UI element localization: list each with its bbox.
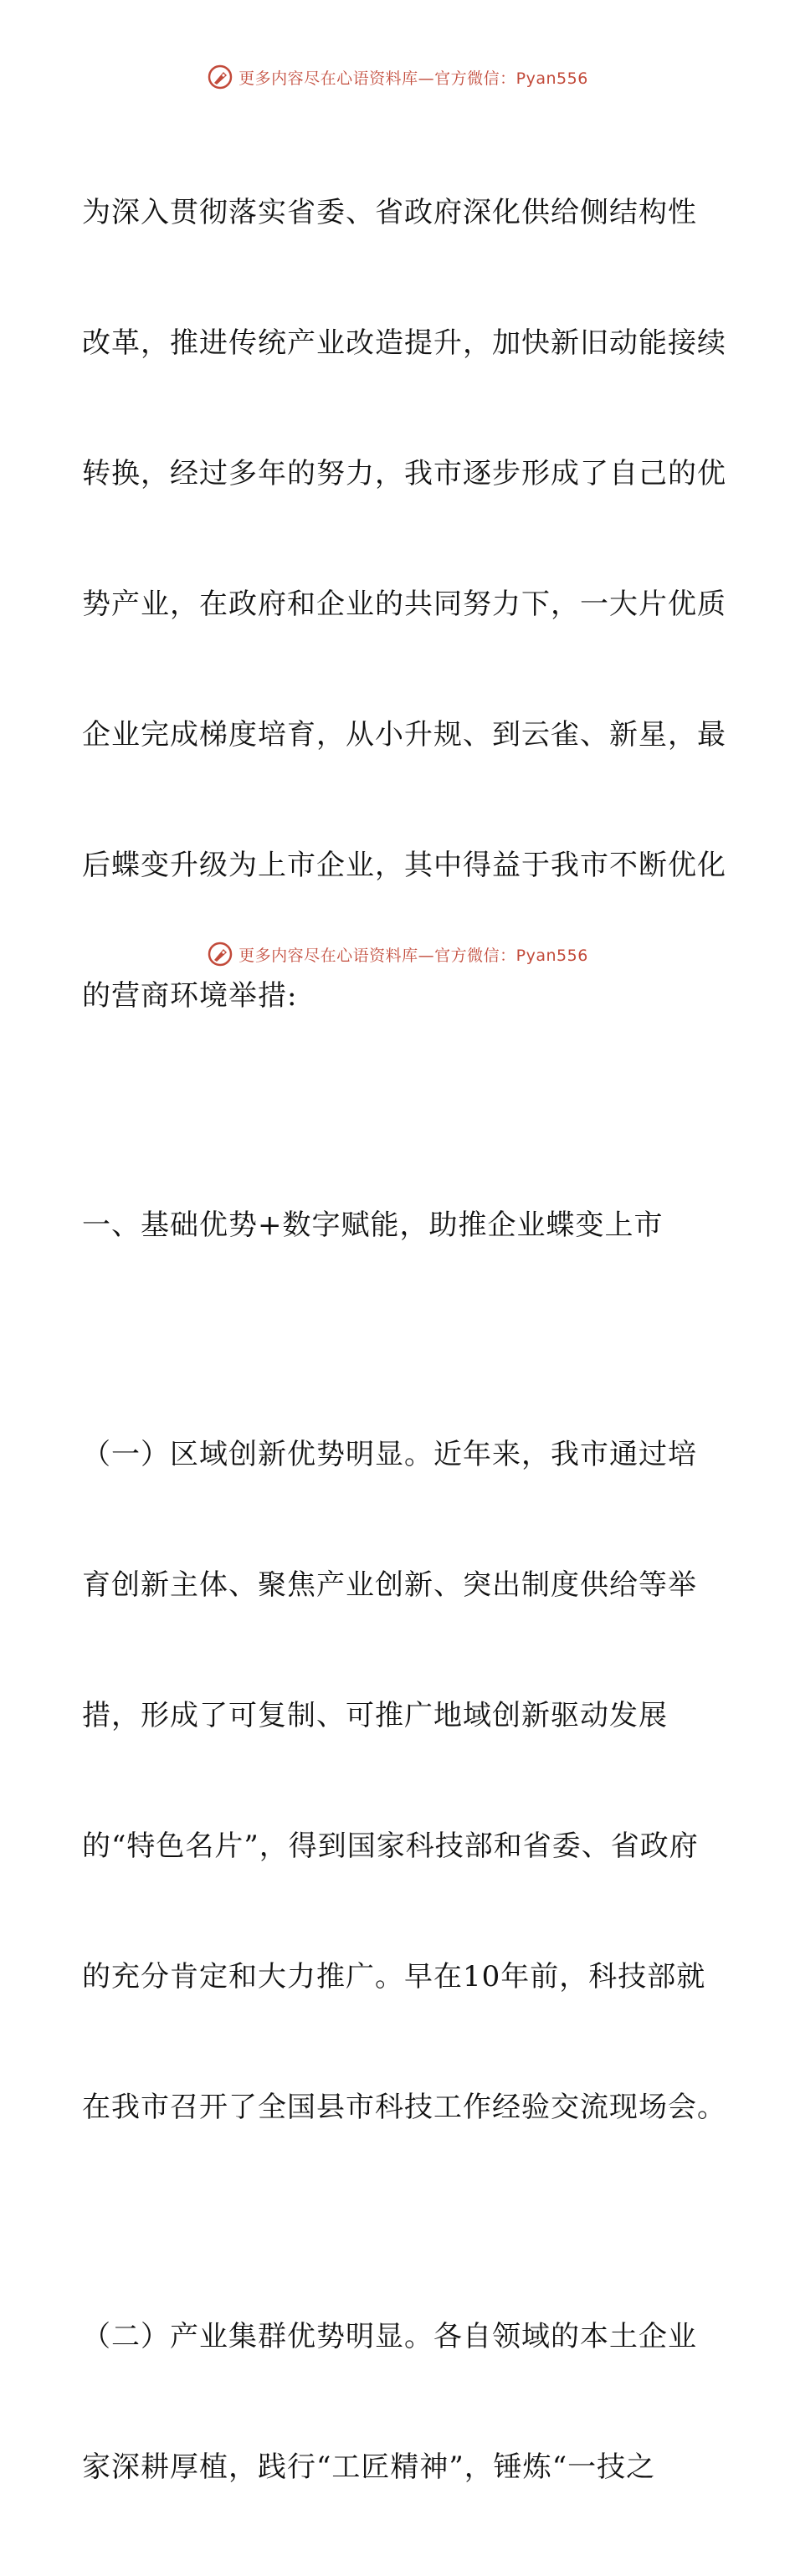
section-heading [82, 1116, 718, 1334]
text-line: 企业完成梯度培育，从小升规、到云雀、新星，最 [82, 718, 726, 752]
text-line: 的营商环境举措: [82, 979, 298, 1013]
document-body [82, 104, 726, 2576]
subsection-2-paragraph [82, 2228, 718, 2576]
text-line: 改革，推进传统产业改造提升，加快新旧动能接续 [82, 326, 726, 360]
text-line: 措，形成了可复制、可推广地域创新驱动发展 [82, 1699, 668, 1732]
text-line: （二）产业集群优势明显。各自领域的本土企业 [82, 2320, 697, 2353]
pen-nib-icon [207, 64, 233, 90]
header-banner-text: 更多内容尽在心语资料库—官方微信：Pyan556 [238, 69, 588, 88]
header-banner [0, 60, 795, 94]
footer-banner-text: 更多内容尽在心语资料库—官方微信：Pyan556 [238, 946, 588, 965]
text-line: 家深耕厚植，践行“工匠精神”，锤炼“一技之 [82, 2450, 656, 2484]
text-line: 为深入贯彻落实省委、省政府深化供给侧结构性 [82, 196, 697, 229]
footer-banner [0, 937, 795, 971]
text-line: 后蝶变升级为上市企业，其中得益于我市不断优化 [82, 849, 726, 882]
text-line: 在我市召开了全国县市科技工作经验交流现场会。 [82, 2091, 726, 2124]
text-line: 转换，经过多年的努力，我市逐步形成了自己的优 [82, 457, 726, 490]
text-line: 势产业，在政府和企业的共同努力下，一大片优质 [82, 588, 726, 621]
text-line: 的“特色名片”，得到国家科技部和省委、省政府 [82, 1829, 699, 1863]
subsection-1-paragraph [82, 1346, 726, 2216]
text-line: （一）区域创新优势明显。近年来，我市通过培 [82, 1438, 697, 1471]
text-line: 的充分肯定和大力推广。早在10年前，科技部就 [82, 1960, 706, 1994]
heading-text: 一、基础优势+数字赋能，助推企业蝶变上市 [82, 1208, 664, 1242]
pen-nib-icon [207, 941, 233, 967]
text-line: 育创新主体、聚焦产业创新、突出制度供给等举 [82, 1568, 697, 1602]
